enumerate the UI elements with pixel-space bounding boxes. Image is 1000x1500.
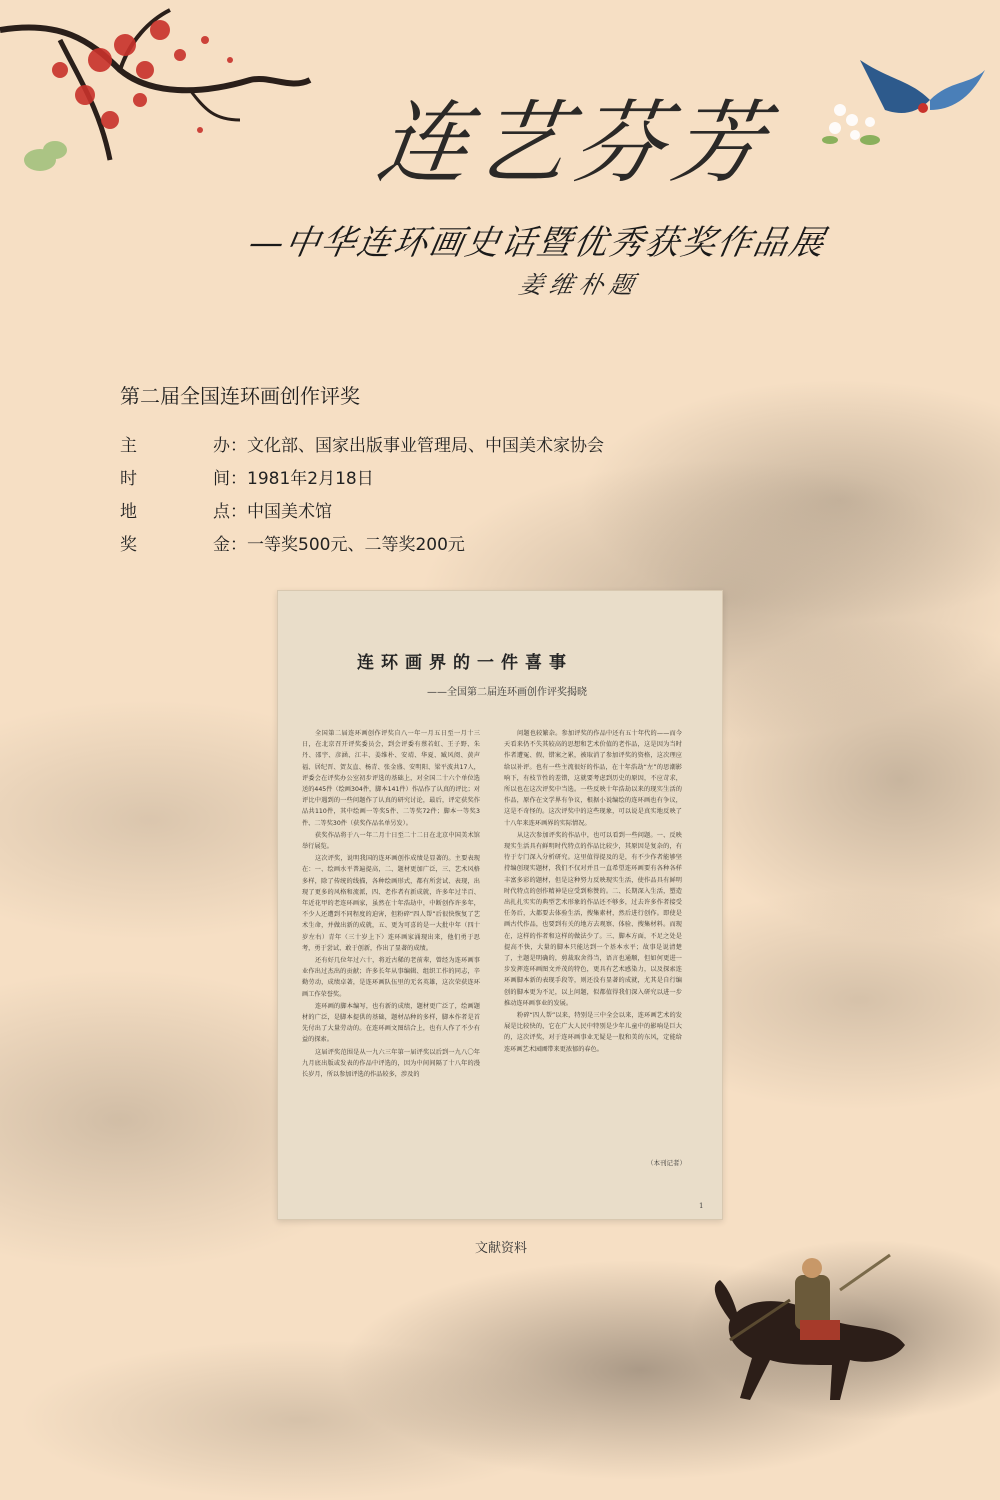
detail-value: 1981年2月18日 (247, 469, 374, 489)
horse-rider-illustration (690, 1250, 950, 1420)
plum-blossom-branch (0, 0, 330, 200)
detail-row-organizer: 主 办 ：文化部、国家出版事业管理局、中国美术家协会 (120, 430, 604, 463)
detail-row-time: 时 间 ：1981年2月18日 (120, 463, 604, 496)
calligraphy-title: 连艺芬芳 (371, 91, 779, 196)
paragraph: 从这次参加评奖的作品中，也可以看到一些问题。一、反映现实生活具有鲜明时代特点的作品比较少，其原因是复杂的，有待于专门深入分析研究。这里值得提及的是，有不少作者能够坚持编创现实题材，我们不仅对并且一直希望连环画要有各种各样丰富多彩的题材，但是这种努力反映现实生活，使作品具有鲜明时代特点的创作精神是应受到称赞的。二、长期深入生活，塑造出扎扎实实的典型艺术形象的作品还不够多，过去许多作者接受任务后，大都要去体验生活，搜集素材，然后进行创作。即使是画古代作品，也要到有关的地方去观察、体验、搜集材料。而现在，这样的作者和这样的做法少了。三、脚本方面，不足之处是提高不快，大量的脚本只能达到一个基本水平；故事是说清楚了，主题是明确的，剪裁取舍得当，语言也通顺，但如何更进一步发挥连环画图文并茂的特色，更具有艺术感染力，以及探索连环画脚本新的表现手段等，则还没有显著的成就，尤其是自行编创的脚本更为不足，以上问题，似都值得我们深入研究以进一步推动连环画事业的发展。 (504, 831, 682, 1007)
paragraph: 还有好几位年过六十，将近古稀的老前辈，曾经为连环画事业作出过杰出的贡献；许多长年从事编辑、组织工作的同志，辛勤劳动，成绩卓著，是连环画队伍里的无名英雄，这次荣获连环画工作荣誉奖。 (302, 957, 480, 998)
detail-key: 办 (213, 436, 230, 456)
detail-row-location: 地 点 ：中国美术馆 (120, 496, 604, 529)
detail-key: 金 (213, 535, 230, 555)
swallow-bird (810, 40, 990, 160)
document-right-column (504, 728, 682, 1056)
paragraph: 这届评奖范围是从一九六三年第一届评奖以后到一九八〇年九月底出版或发表的作品中评选的，因为中间间隔了十八年的漫长岁月，所以参加评选的作品较多，涉及的 (302, 1048, 480, 1079)
document-title: 连环画界的一件喜事 (357, 653, 573, 673)
paragraph: 这次评奖，说明我国的连环画创作成绩是显著的。主要表现在：一、绘画水平普遍提高，二、题材更加广泛，三、艺术风格多样，除了传统的线描，各种绘画形式，都有所尝试、表现，出现了更多的风格和流派，四、老作者有新成就，许多年过半百、年近花甲的老连环画家，虽然在十年浩劫中，中断创作许多年，不少人还遭到不同程度的迫害，但粉碎“四人帮”后很快恢复了艺术生命，并做出新的成就，五、更为可喜的是一大批中年（四十岁左右）青年（三十岁上下）连环画家涌现出来，他们勇于思考，勇于尝试、敢于创新，作出了显著的成绩。 (302, 855, 480, 952)
calligraphy-signature: 姜维朴题 (516, 271, 643, 299)
event-details (120, 430, 604, 562)
scanned-document (277, 590, 723, 1220)
detail-value: 文化部、国家出版事业管理局、中国美术家协会 (247, 436, 604, 456)
document-page-number: 1 (699, 1202, 704, 1210)
detail-value: 一等奖500元、二等奖200元 (247, 535, 465, 555)
paragraph: 连环画的脚本编写，也有新的成绩，题材更广泛了，绘画题材的广泛，是脚本提供的基础，题材品种的多样，脚本作者是首先付出了大量劳动的。在连环画文图结合上，也有人作了不少有益的探索。 (302, 1002, 480, 1044)
paragraph: 粉碎“四人帮”以来，特别是三中全会以来，连环画艺术的发展是比较快的，它在广大人民中特别是少年儿童中的影响是巨大的，这次评奖，对于连环画事业无疑是一股和美的东风，定能给连环画艺术园圃带来更浓郁的春色。 (504, 1012, 682, 1053)
event-heading: 第二届全国连环画创作评奖 (120, 384, 360, 408)
detail-key: 奖 (120, 535, 137, 555)
detail-key: 间 (213, 469, 230, 489)
paragraph: 获奖作品将于八一年二月十日至二十二日在北京中国美术馆举行展览。 (302, 831, 480, 851)
detail-key: 地 (120, 502, 137, 522)
document-subtitle: ——全国第二届连环画创作评奖揭晓 (427, 687, 587, 698)
detail-key: 时 (120, 469, 137, 489)
paragraph: 全国第二届连环画创作评奖自八一年一月五日至一月十三日，在北京召开评奖委员会，到会评委有蔡若虹、王子野、朱丹、邵宇、彦涵、江丰、姜维朴、安靖、华夏、臧风阅、黄声福、居纪晋、贺友直、杨青、张金盛、安明阳、梁平波共17人，评委会在评奖办公室初步评选的基础上，对全国二十六个单位选送的445件（绘画304件，脚本141件）作品作了认真的评比；对评比中遇到的一些问题作了认真的研究讨论，最后，评定获奖作品共110件，其中绘画一等奖5件、二等奖72件；脚本一等奖3件、二等奖30件（获奖作品名单另发）。 (302, 730, 480, 827)
paragraph: 问题也较繁杂。参加评奖的作品中还有五十年代的——而今天看来仍不失其较高的思想和艺术价值的老作品，这是因为当时作者遭冤、假、错案之累，被取消了参加评奖的资格，这次理应给以补评。也有一些主流很好的作品，在十年浩劫“左”的思潮影响下，有枝节性的差错，这就要考虑到历史的原因，不应苛求，所以也在这次评奖中当选。一些反映十年浩劫以来的现实生活的作品，原作在文学界有争议，根据小说编绘的连环画也有争议，这是不奇怪的。这次评奖中的这些现象，可以说是真实地反映了十八年来连环画界的实际情况。 (504, 730, 682, 827)
document-caption: 文献资料 (475, 1241, 528, 1256)
calligraphy-subtitle: —中华连环画史话暨优秀获奖作品展 (245, 223, 829, 263)
detail-key: 点 (213, 502, 230, 522)
detail-row-prize: 奖 金 ：一等奖500元、二等奖200元 (120, 529, 604, 562)
detail-key: 主 (120, 436, 137, 456)
document-signoff: （本刊记者） (647, 1159, 686, 1167)
document-left-column (302, 728, 480, 1081)
detail-value: 中国美术馆 (247, 502, 332, 522)
